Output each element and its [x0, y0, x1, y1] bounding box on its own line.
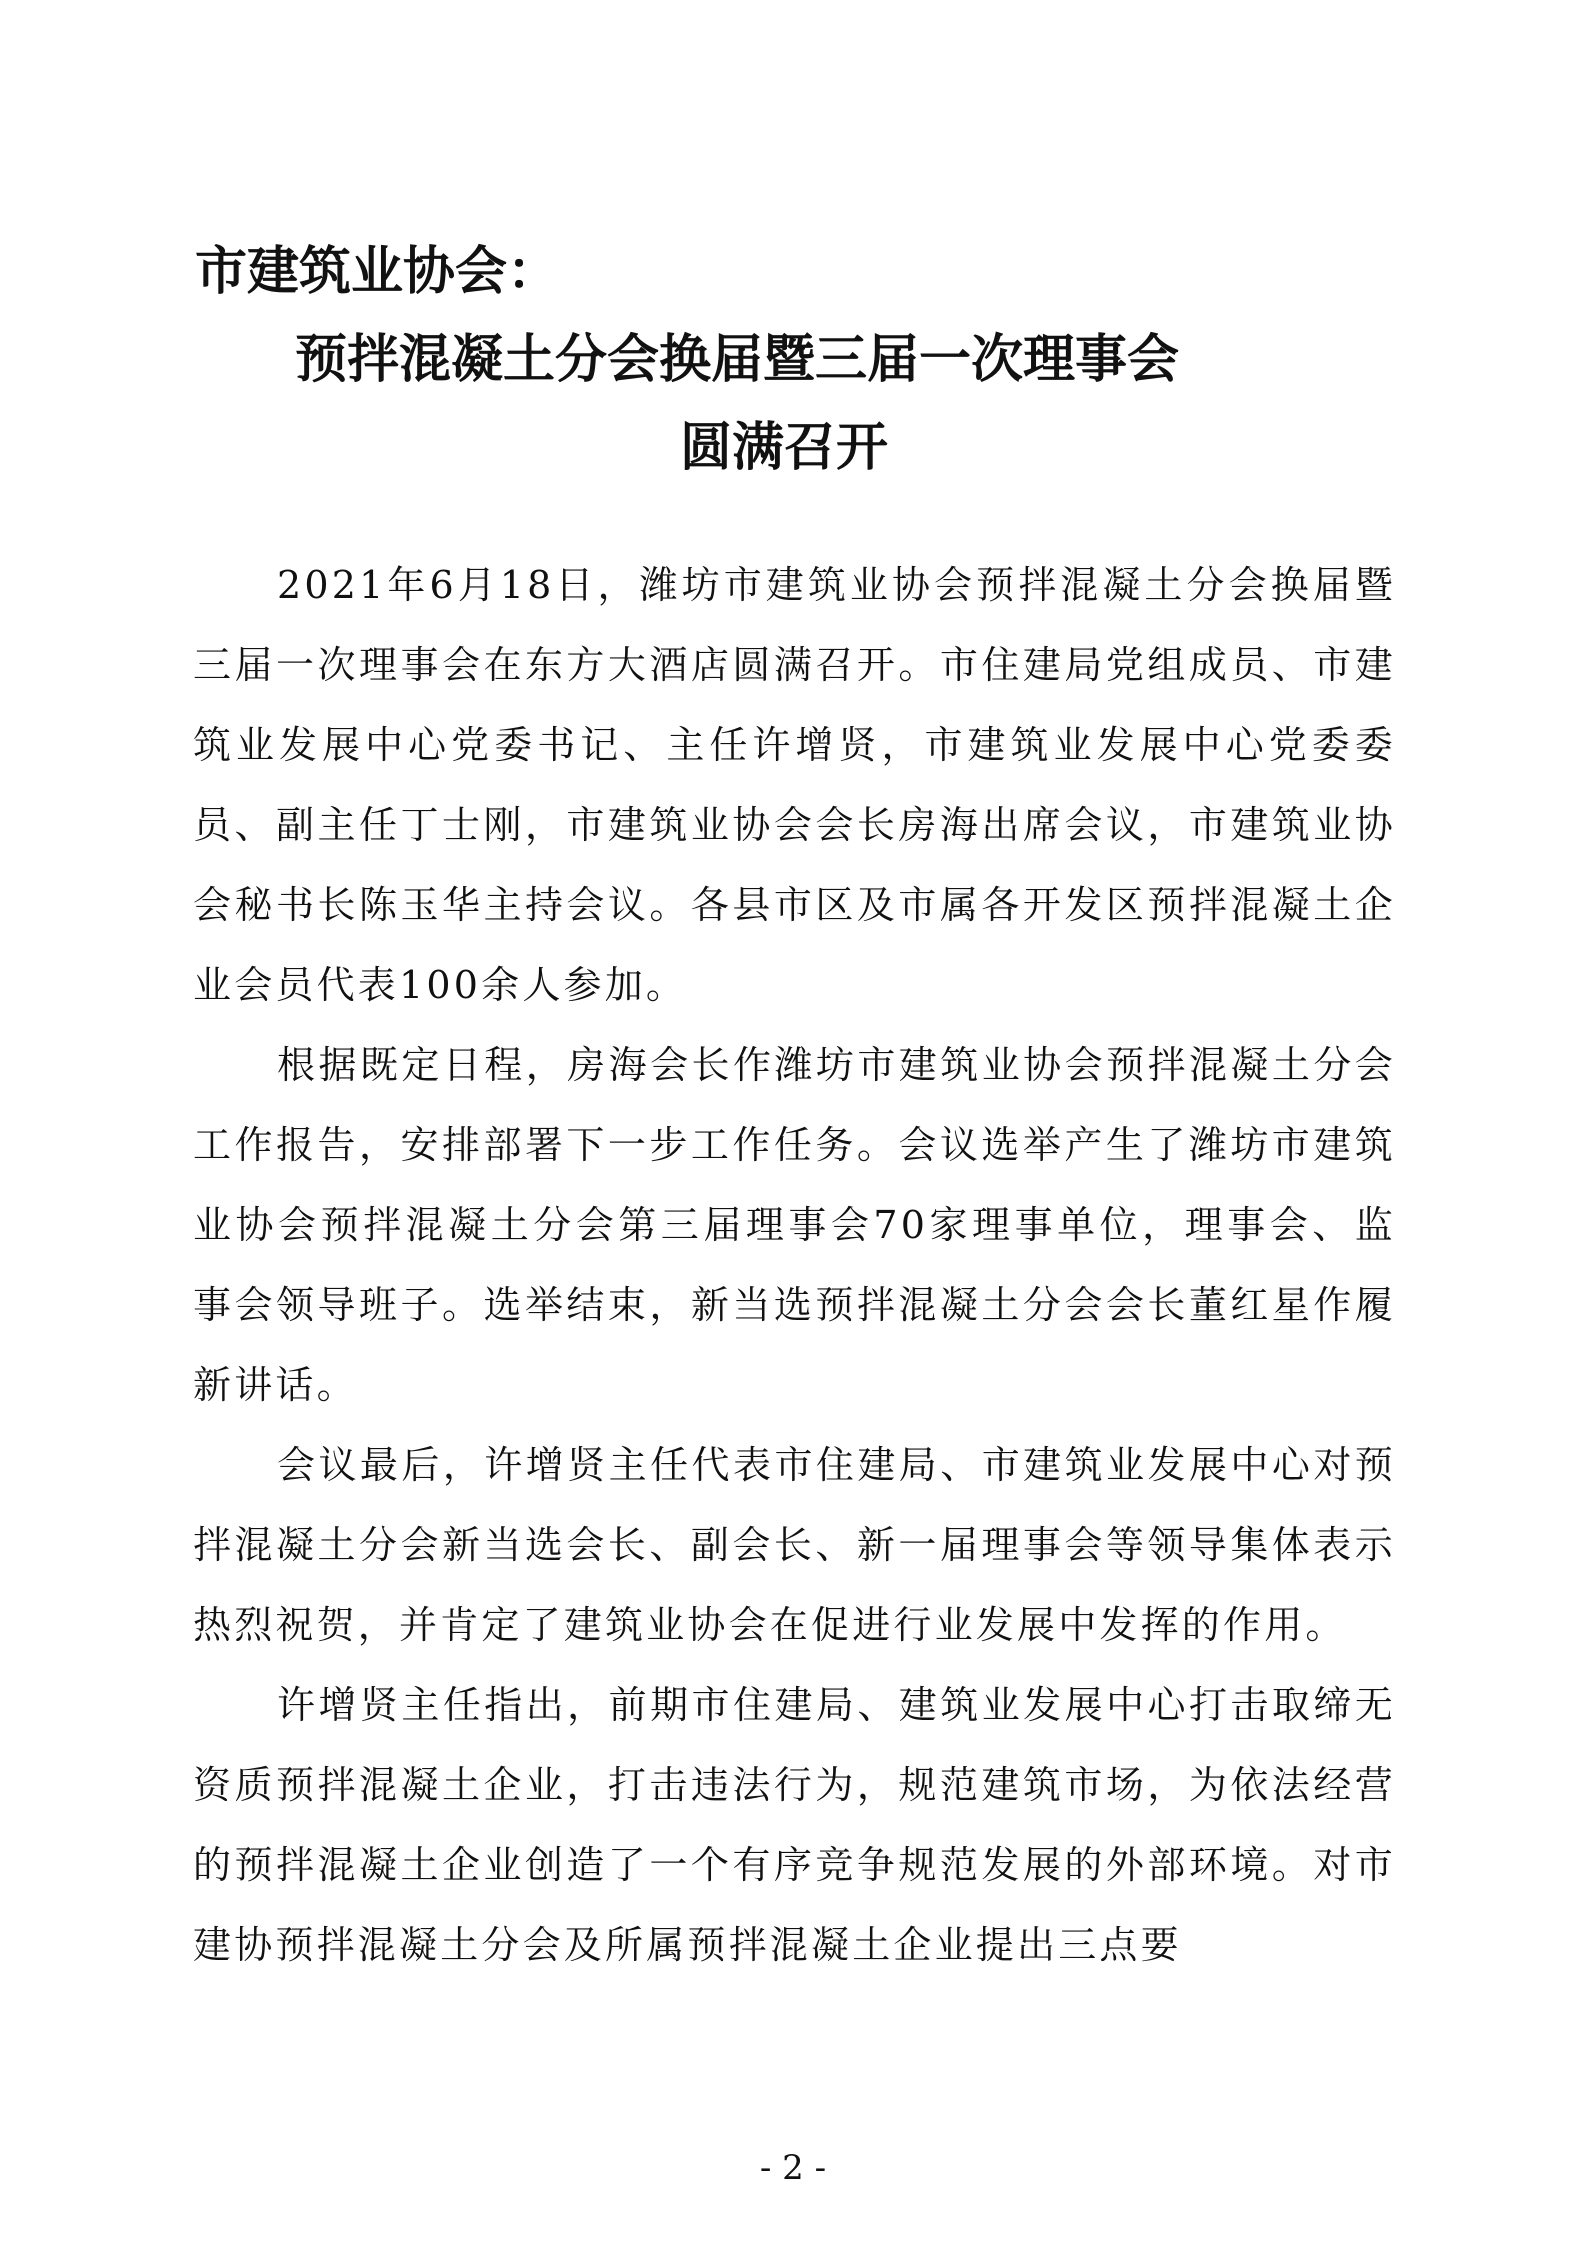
article-title — [195, 228, 1395, 492]
article-body — [193, 545, 1396, 1985]
title-line-2: 预拌混凝土分会换届暨三届一次理事会 — [295, 329, 1180, 390]
title-line-1: 市建筑业协会： — [195, 241, 560, 302]
title-line-3: 圆满召开 — [680, 417, 889, 478]
paragraph-4: 许增贤主任指出，前期市住建局、建筑业发展中心打击取缔无资质预拌混凝土企业，打击违法行为，规范建筑市场，为依法经营的预拌混凝土企业创造了一个有序竞争规范发展的外部环境。对市建协预拌混凝土分会及所属预拌混凝土企业提出三点要 — [193, 1683, 1396, 1967]
paragraph-1: 2021年6月18日，潍坊市建筑业协会预拌混凝土分会换届暨三届一次理事会在东方大酒店圆满召开。市住建局党组成员、市建筑业发展中心党委书记、主任许增贤，市建筑业发展中心党委委员、副主任丁士刚，市建筑业协会会长房海出席会议，市建筑业协会秘书长陈玉华主持会议。各县市区及市属各开发区预拌混凝土企业会员代表100余人参加。 — [193, 563, 1396, 1007]
paragraph-2: 根据既定日程，房海会长作潍坊市建筑业协会预拌混凝土分会工作报告，安排部署下一步工作任务。会议选举产生了潍坊市建筑业协会预拌混凝土分会第三届理事会70家理事单位，理事会、监事会领导班子。选举结束，新当选预拌混凝土分会会长董红星作履新讲话。 — [193, 1043, 1396, 1407]
paragraph-3: 会议最后，许增贤主任代表市住建局、市建筑业发展中心对预拌混凝土分会新当选会长、副会长、新一届理事会等领导集体表示热烈祝贺，并肯定了建筑业协会在促进行业发展中发挥的作用。 — [193, 1443, 1396, 1647]
page-number: - 2 - — [759, 2148, 827, 2188]
